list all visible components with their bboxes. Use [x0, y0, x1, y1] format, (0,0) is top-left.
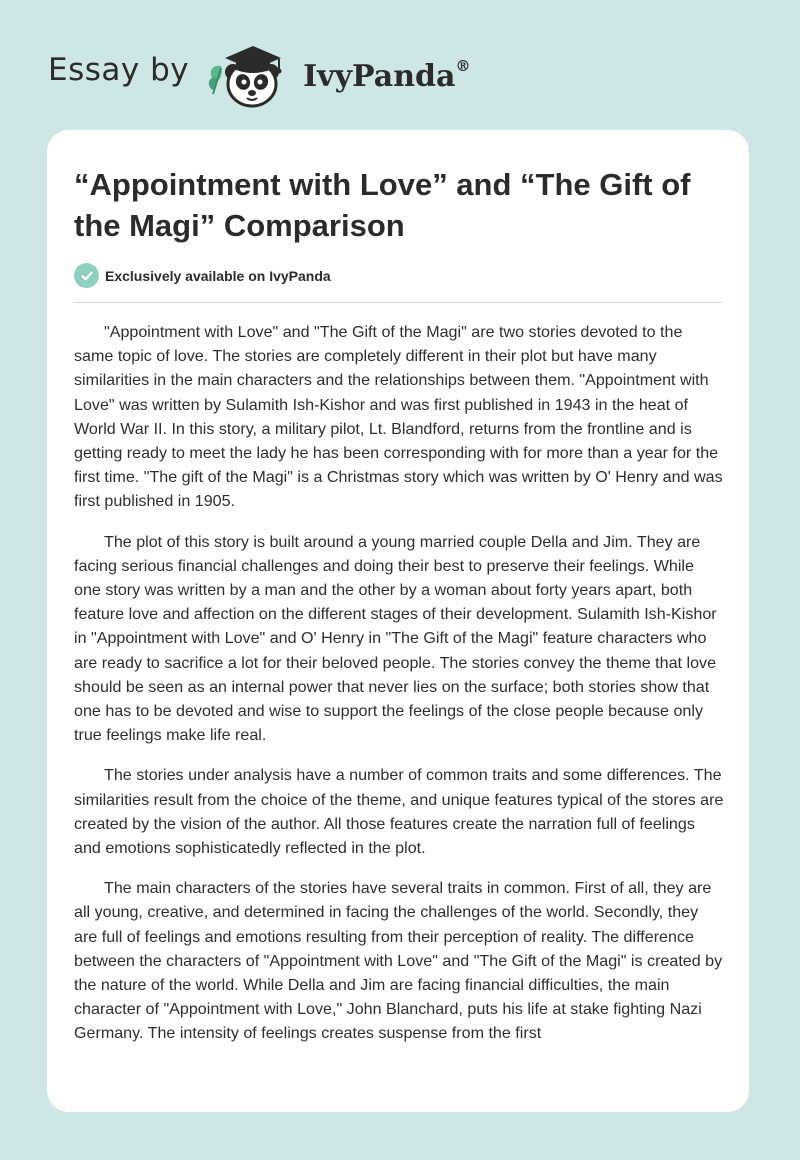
site-brand[interactable] — [48, 38, 470, 110]
paragraph: The plot of this story is built around a young married couple Della and Jim. They are facing serious financial challenges and doing their best to preserve their feelings. While one story was written by a man and the other by a woman about forty years apart, both feature love and affection on the different stages of their development. Sulamith Ish-Kishor in "Appointment with Love" and O' Henry in "The Gift of the Magi" feature characters who are ready to sacrifice a lot for their beloved people. The stories convey the theme that love should be seen as an internal power that never lies on the surface; both stories show that one has to be devoted and wise to support the feelings of the close people because only true feelings make life real. — [74, 532, 717, 745]
paragraph: The stories under analysis have a number of common traits and some differences. The similarities result from the choice of the theme, and unique features typical of the stores are created by the vision of the author. All those features create the narration full of feelings and emotions sophisticatedly reflected in the plot. — [74, 766, 724, 858]
brand-name-text: IvyPanda — [303, 58, 456, 94]
brand-name — [303, 56, 471, 94]
essay-card — [47, 130, 749, 1112]
bottom-fade — [47, 1082, 749, 1112]
registered-mark: ® — [455, 56, 471, 75]
essay-body — [74, 320, 724, 1062]
checkmark-icon — [74, 263, 99, 288]
divider — [74, 302, 722, 303]
badge-label: Exclusively available on IvyPanda — [105, 267, 331, 284]
paragraph: The main characters of the stories have several traits in common. First of all, they are all young, creative, and determined in facing the challenges of the world. Secondly, they are full of feelings and emotions resulting from their perception of reality. The difference between the characters of "Appointment with Love" and "The Gift of the Magi" is created by the nature of the world. While Della and Jim are facing financial difficulties, the main character of "Appointment with Love," John Blanchard, puts his life at stake fighting Nazi Germany. The intensity of feelings creates suspense from the first — [74, 879, 723, 1043]
panda-graduate-logo-icon — [203, 38, 299, 110]
paragraph: "Appointment with Love" and "The Gift of the Magi" are two stories devoted to the same topic of love. The stories are completely different in their plot but have many similarities in the main characters and the relationships between them. "Appointment with Love" was written by Sulamith Ish-Kishor and was first published in 1943 in the heat of World War II. In this story, a military pilot, Lt. Blandford, returns from the frontline and is getting ready to meet the lady he has been corresponding with for more than a year for the first time. "The gift of the Magi" is a Christmas story which was written by O' Henry and was first published in 1905. — [74, 323, 723, 511]
brand-prefix: Essay by — [48, 52, 190, 88]
page-title: “Appointment with Love” and “The Gift of the Magi” Comparison — [74, 167, 691, 243]
exclusive-badge — [74, 263, 331, 288]
